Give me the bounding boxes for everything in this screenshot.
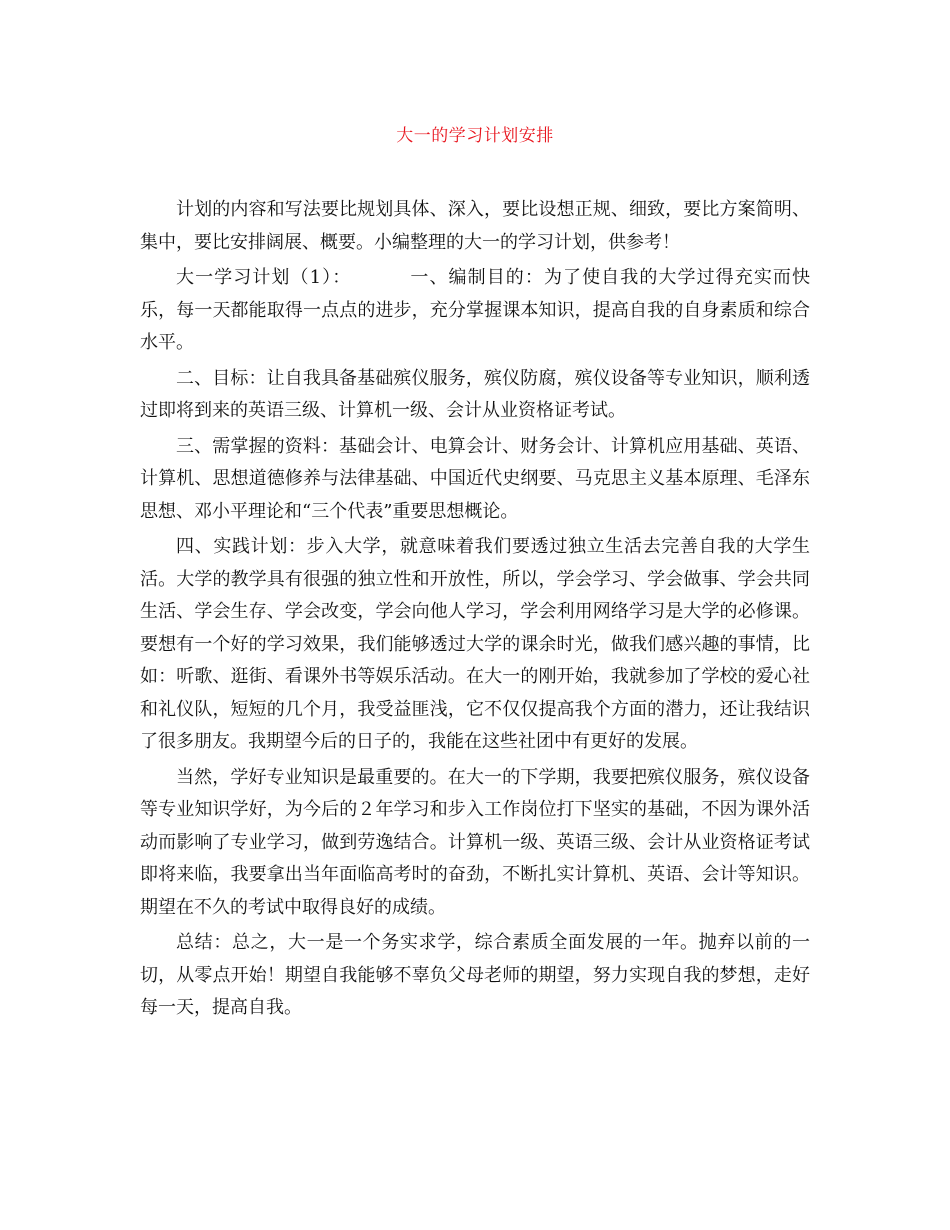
plan-heading: 大一学习计划（1）： xyxy=(176,267,352,288)
intro-paragraph: 计划的内容和写法要比规划具体、深入，要比设想正规、细致，要比方案简明、集中，要比安排阔展、概要。小编整理的大一的学习计划，供参考！ xyxy=(140,199,810,253)
summary-paragraph: 总结：总之，大一是一个务实求学，综合素质全面发展的一年。抛弃以前的一切，从零点开始！期望自我能够不辜负父母老师的期望，努力实现自我的梦想，走好每一天，提高自我。 xyxy=(140,932,810,1018)
section-4-paragraph: 四、实践计划：步入大学，就意味着我们要透过独立生活去完善自我的大学生活。大学的教学具有很强的独立性和开放性，所以，学会学习、学会做事、学会共同生活、学会生存、学会改变，学会向他人学习，学会利用网络学习是大学的必修课。要想有一个好的学习效果，我们能够透过大学的课余时光，做我们感兴趣的事情，比如：听歌、逛街、看课外书等娱乐活动。在大一的刚开始，我就参加了学校的爱心社和礼仪队，短短的几个月，我受益匪浅，它不仅仅提高我个方面的潜力，还让我结识了很多朋友。我期望今后的日子的，我能在这些社团中有更好的发展。 xyxy=(140,536,810,752)
document-body xyxy=(140,194,810,1028)
section-1-text: 一、编制目的：为了使自我的大学过得充实而快乐，每一天都能取得一点点的进步，充分掌握课本知识，提高自我的自身素质和综合水平。 xyxy=(140,267,811,353)
section-2-paragraph: 二、目标：让自我具备基础殡仪服务，殡仪防腐，殡仪设备等专业知识，顺利透过即将到来的英语三级、计算机一级、会计从业资格证考试。 xyxy=(140,367,810,421)
section-3-paragraph: 三、需掌握的资料：基础会计、电算会计、财务会计、计算机应用基础、英语、计算机、思想道德修养与法律基础、中国近代史纲要、马克思主义基本原理、毛泽东思想、邓小平理论和“三个代表”重要思想概论。 xyxy=(140,435,810,522)
plan-paragraph xyxy=(140,262,810,360)
major-study-paragraph: 当然，学好专业知识是最重要的。在大一的下学期，我要把殡仪服务，殡仪设备等专业知识学好，为今后的２年学习和步入工作岗位打下坚实的基础，不因为课外活动而影响了专业学习，做到劳逸结合。计算机一级、英语三级、会计从业资格证考试即将来临，我要拿出当年面临高考时的奋劲，不断扎实计算机、英语、会计等知识。期望在不久的考试中取得良好的成绩。 xyxy=(140,766,810,918)
document-title: 大一的学习计划安排 xyxy=(396,126,554,146)
